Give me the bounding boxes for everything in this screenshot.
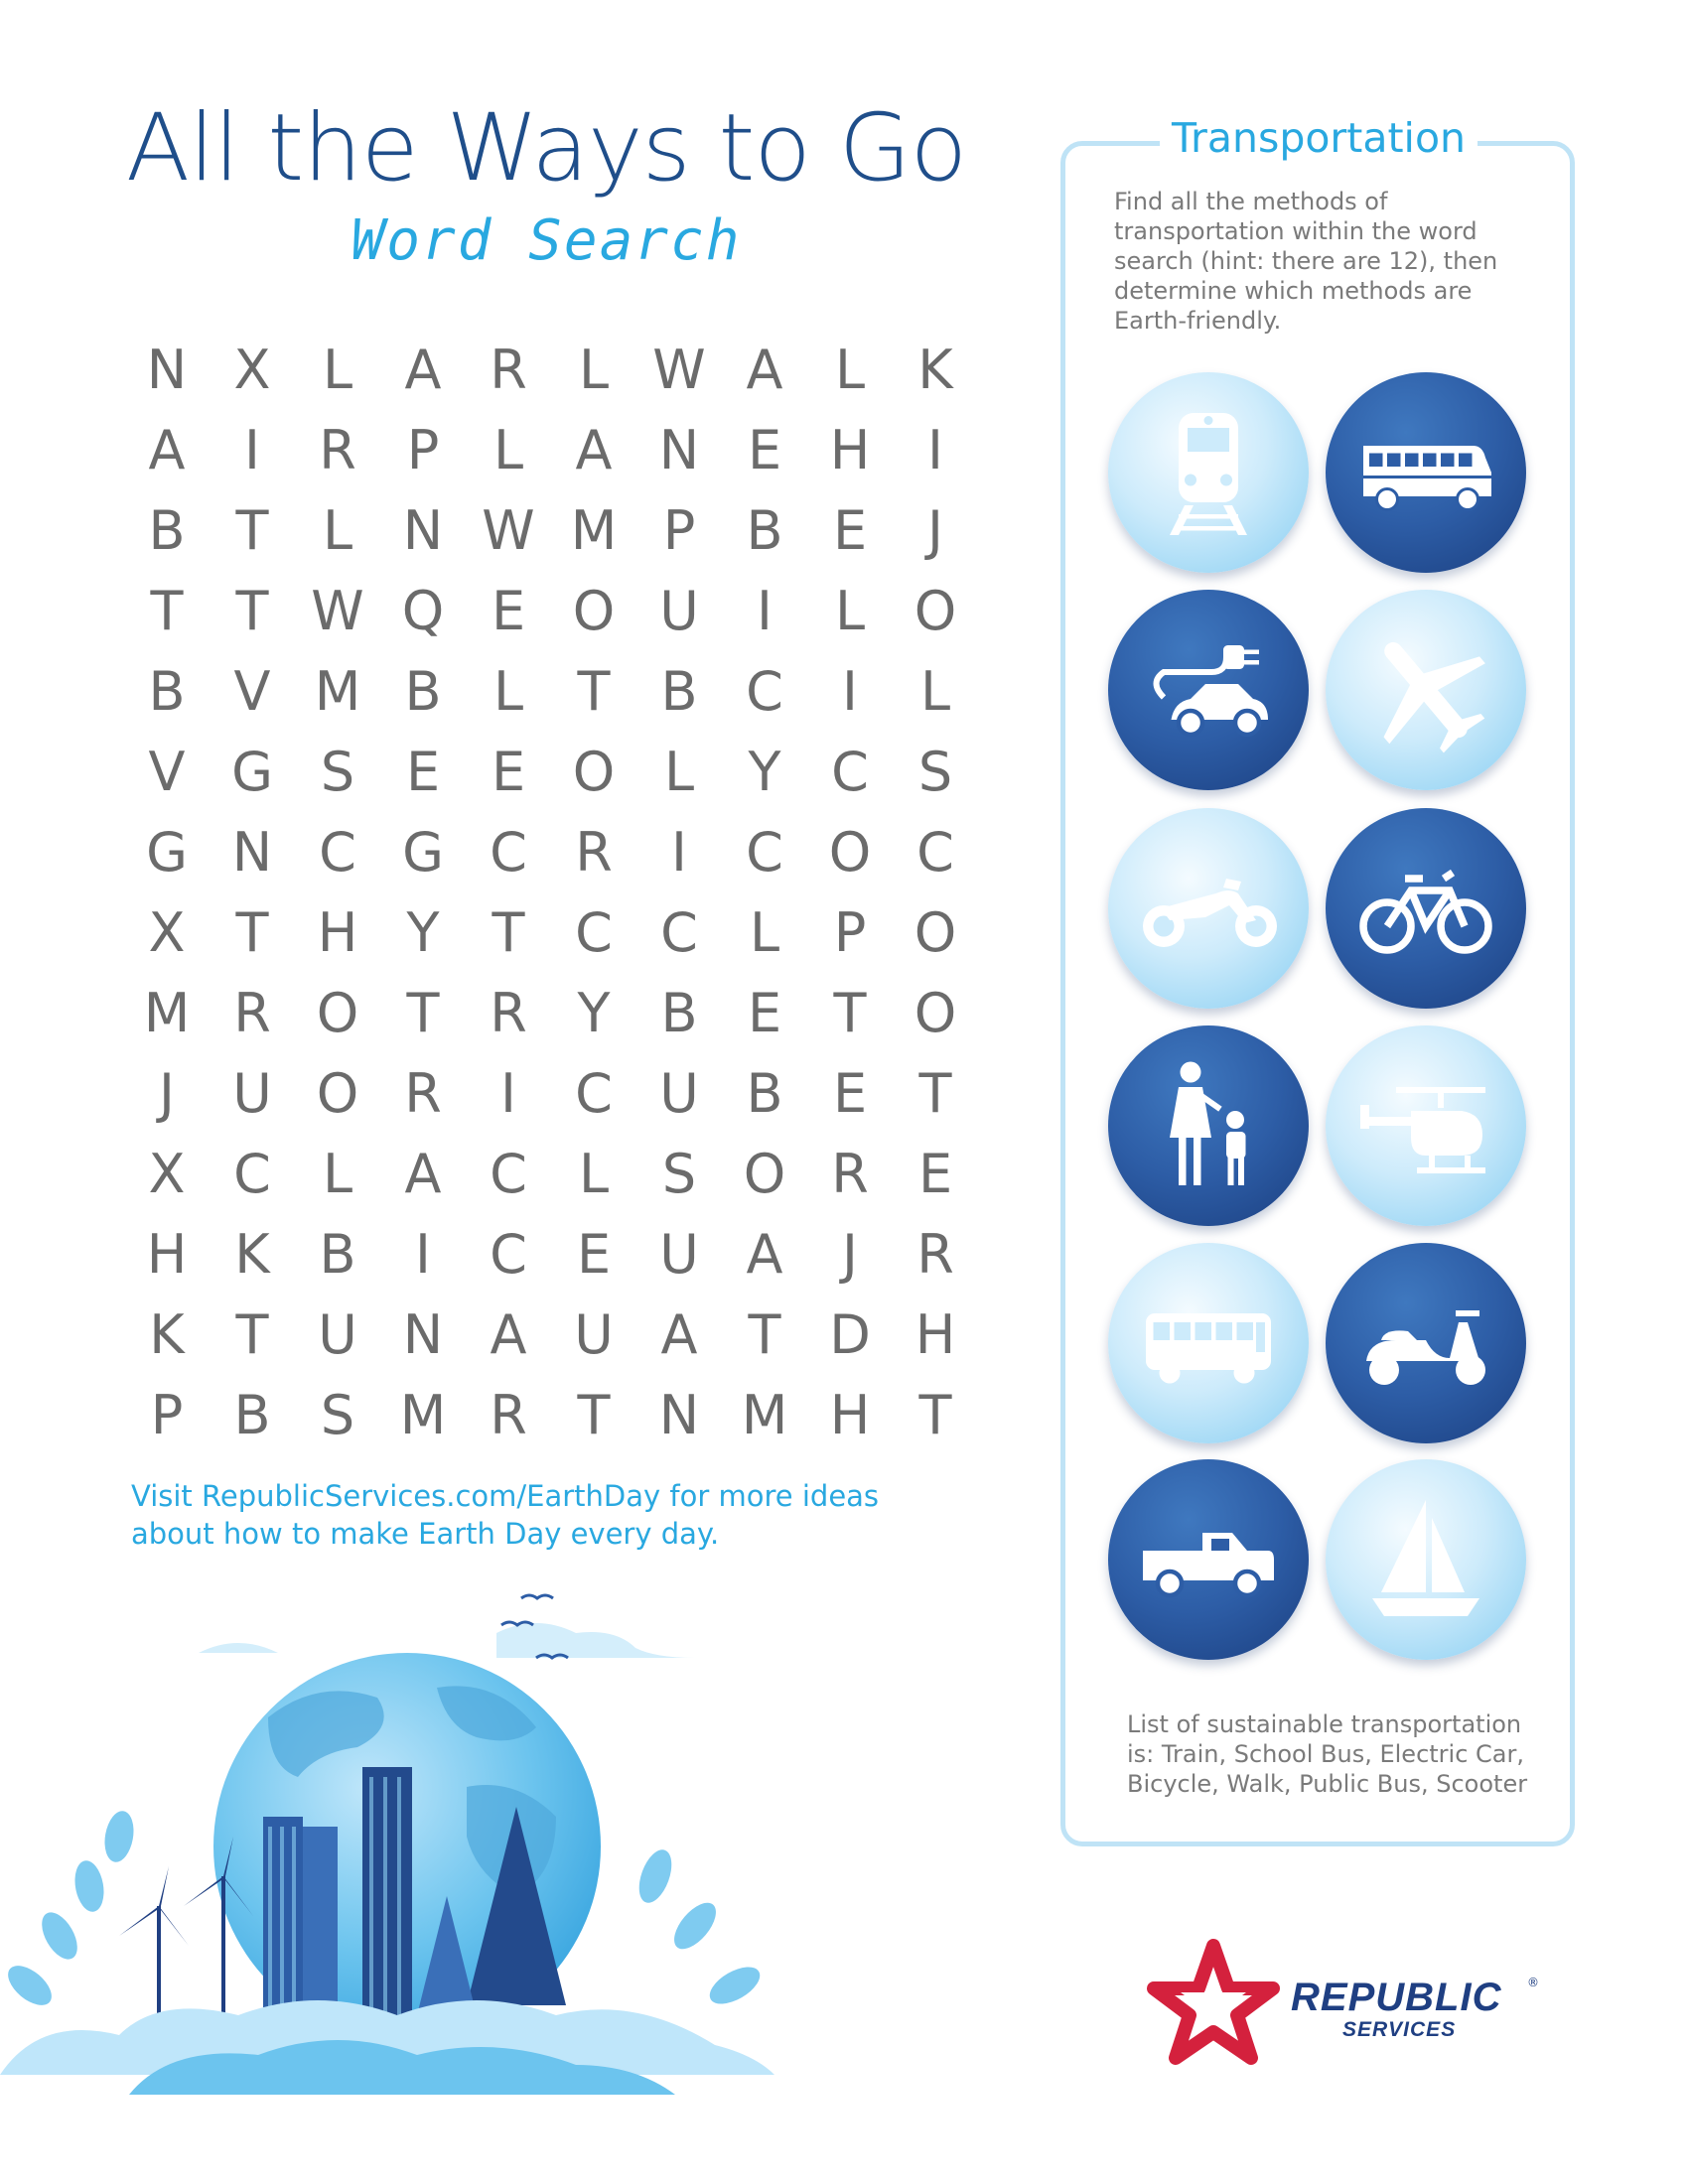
- grid-row: [124, 330, 978, 410]
- grid-letter: E: [832, 1062, 868, 1125]
- electric-car-icon: [1108, 590, 1309, 790]
- grid-letter: I: [671, 821, 687, 884]
- grid-letter: E: [747, 419, 782, 481]
- grid-row: [124, 1053, 978, 1134]
- grid-letter: L: [749, 901, 780, 964]
- grid-letter: G: [402, 821, 444, 884]
- grid-letter: B: [148, 660, 186, 723]
- grid-letter: U: [659, 1062, 699, 1125]
- grid-letter: I: [757, 580, 773, 642]
- grid-letter: P: [833, 901, 867, 964]
- grid-letter: U: [659, 1223, 699, 1286]
- grid-letter: J: [842, 1223, 858, 1286]
- grid-letter: W: [311, 580, 364, 642]
- grid-letter: C: [490, 821, 527, 884]
- grid-letter: C: [916, 821, 954, 884]
- grid-letter: M: [143, 982, 191, 1044]
- grid-letter: L: [322, 1143, 353, 1205]
- grid-letter: T: [748, 1303, 781, 1366]
- grid-letter: O: [316, 1062, 359, 1125]
- grid-row: [124, 651, 978, 732]
- grid-letter: O: [914, 901, 957, 964]
- grid-letter: O: [316, 982, 359, 1044]
- grid-letter: N: [658, 1384, 700, 1446]
- grid-letter: B: [746, 499, 783, 562]
- grid-row: [124, 1375, 978, 1455]
- panel-instructions: Find all the methods of transportation within the word search (hint: there are 12), then determine which methods are Earth-friendly.: [1114, 188, 1498, 335]
- grid-letter: H: [317, 901, 358, 964]
- grid-letter: C: [660, 901, 698, 964]
- grid-letter: T: [833, 982, 867, 1044]
- airplane-icon: [1326, 590, 1526, 790]
- grid-letter: Y: [406, 901, 440, 964]
- grid-letter: H: [829, 419, 871, 481]
- helicopter-icon: [1326, 1025, 1526, 1226]
- grid-row: [124, 571, 978, 651]
- grid-letter: T: [406, 982, 440, 1044]
- grid-letter: X: [148, 901, 186, 964]
- grid-letter: S: [320, 1384, 355, 1446]
- grid-letter: T: [918, 1062, 952, 1125]
- grid-letter: N: [402, 1303, 444, 1366]
- earth-city-illustration: [0, 1578, 814, 2095]
- grid-row: [124, 1295, 978, 1375]
- grid-letter: G: [146, 821, 188, 884]
- grid-row: [124, 1214, 978, 1295]
- grid-letter: X: [233, 339, 271, 401]
- grid-letter: U: [318, 1303, 357, 1366]
- grid-letter: C: [575, 1062, 613, 1125]
- grid-letter: S: [917, 741, 953, 803]
- visit-line-1: Visit RepublicServices.com/EarthDay for more ideas: [131, 1479, 880, 1513]
- grid-row: [124, 490, 978, 571]
- grid-letter: I: [927, 419, 943, 481]
- visit-line-2: about how to make Earth Day every day.: [131, 1517, 720, 1551]
- visit-text: [131, 1477, 925, 1553]
- grid-letter: A: [660, 1303, 698, 1366]
- grid-letter: H: [829, 1384, 871, 1446]
- sustainable-line-3: Bicycle, Walk, Public Bus, Scooter: [1127, 1770, 1528, 1798]
- grid-letter: B: [660, 660, 698, 723]
- grid-letter: M: [570, 499, 618, 562]
- grid-letter: O: [914, 580, 957, 642]
- grid-letter: I: [244, 419, 260, 481]
- grid-letter: E: [747, 982, 782, 1044]
- sustainable-list: [1127, 1709, 1544, 1799]
- grid-letter: R: [490, 982, 527, 1044]
- grid-letter: V: [233, 660, 271, 723]
- grid-letter: V: [148, 741, 186, 803]
- grid-letter: A: [404, 339, 442, 401]
- grid-letter: E: [491, 741, 526, 803]
- grid-letter: M: [399, 1384, 447, 1446]
- grid-letter: C: [319, 821, 356, 884]
- bicycle-icon: [1326, 808, 1526, 1009]
- grid-letter: B: [660, 982, 698, 1044]
- grid-letter: T: [235, 580, 269, 642]
- grid-letter: R: [831, 1143, 869, 1205]
- grid-letter: G: [231, 741, 273, 803]
- grid-letter: P: [662, 499, 696, 562]
- grid-letter: I: [415, 1223, 431, 1286]
- grid-letter: O: [743, 1143, 786, 1205]
- grid-letter: T: [918, 1384, 952, 1446]
- grid-letter: E: [576, 1223, 612, 1286]
- grid-letter: R: [490, 1384, 527, 1446]
- grid-letter: P: [150, 1384, 184, 1446]
- grid-letter: I: [842, 660, 858, 723]
- grid-letter: T: [577, 660, 611, 723]
- grid-row: [124, 732, 978, 812]
- grid-letter: L: [919, 660, 951, 723]
- grid-letter: L: [322, 499, 353, 562]
- grid-letter: D: [829, 1303, 871, 1366]
- grid-letter: K: [917, 339, 953, 401]
- grid-row: [124, 892, 978, 973]
- grid-letter: S: [320, 741, 355, 803]
- grid-letter: O: [572, 741, 616, 803]
- grid-letter: N: [402, 499, 444, 562]
- grid-letter: L: [578, 1143, 610, 1205]
- grid-letter: T: [235, 901, 269, 964]
- grid-letter: E: [832, 499, 868, 562]
- grid-letter: U: [574, 1303, 614, 1366]
- grid-letter: A: [148, 419, 186, 481]
- grid-letter: R: [490, 339, 527, 401]
- grid-letter: P: [406, 419, 440, 481]
- grid-letter: J: [927, 499, 943, 562]
- grid-letter: R: [233, 982, 271, 1044]
- grid-letter: B: [404, 660, 442, 723]
- grid-letter: Q: [401, 580, 445, 642]
- grid-letter: Y: [748, 741, 781, 803]
- grid-letter: T: [235, 499, 269, 562]
- school-bus-icon: [1326, 372, 1526, 573]
- grid-letter: L: [322, 339, 353, 401]
- grid-letter: M: [314, 660, 361, 723]
- page-title: All the Ways to Go: [125, 94, 967, 203]
- grid-letter: R: [319, 419, 356, 481]
- panel-title: Transportation: [1160, 114, 1477, 162]
- grid-row: [124, 812, 978, 892]
- grid-letter: C: [490, 1143, 527, 1205]
- walk-icon: [1108, 1025, 1309, 1226]
- grid-letter: L: [578, 339, 610, 401]
- scooter-icon: [1326, 1243, 1526, 1443]
- grid-letter: B: [319, 1223, 356, 1286]
- grid-letter: C: [831, 741, 869, 803]
- grid-letter: H: [146, 1223, 188, 1286]
- grid-letter: C: [233, 1143, 271, 1205]
- grid-letter: B: [746, 1062, 783, 1125]
- sustainable-line-1: List of sustainable transportation: [1127, 1710, 1522, 1738]
- grid-letter: C: [575, 901, 613, 964]
- grid-letter: L: [834, 580, 866, 642]
- grid-letter: C: [490, 1223, 527, 1286]
- pickup-truck-icon: [1108, 1459, 1309, 1660]
- grid-letter: A: [746, 1223, 783, 1286]
- grid-letter: T: [492, 901, 525, 964]
- grid-letter: I: [500, 1062, 516, 1125]
- grid-letter: B: [148, 499, 186, 562]
- grid-letter: T: [577, 1384, 611, 1446]
- grid-letter: X: [148, 1143, 186, 1205]
- grid-letter: O: [572, 580, 616, 642]
- grid-letter: L: [663, 741, 695, 803]
- grid-letter: J: [159, 1062, 175, 1125]
- page-subtitle: Word Search: [351, 208, 742, 273]
- grid-letter: S: [661, 1143, 697, 1205]
- grid-letter: L: [834, 339, 866, 401]
- logo-sub: SERVICES: [1342, 2018, 1457, 2041]
- grid-letter: T: [235, 1303, 269, 1366]
- grid-letter: E: [491, 580, 526, 642]
- word-search-grid: [124, 330, 978, 1455]
- grid-letter: E: [405, 741, 441, 803]
- grid-letter: U: [232, 1062, 272, 1125]
- logo-registered: ®: [1527, 1976, 1539, 1989]
- grid-row: [124, 1134, 978, 1214]
- grid-letter: N: [231, 821, 273, 884]
- grid-letter: B: [233, 1384, 271, 1446]
- grid-letter: T: [150, 580, 184, 642]
- grid-letter: K: [234, 1223, 270, 1286]
- logo-name: REPUBLIC: [1291, 1976, 1502, 2019]
- grid-row: [124, 973, 978, 1053]
- grid-letter: E: [917, 1143, 953, 1205]
- train-icon: [1108, 372, 1309, 573]
- grid-letter: A: [746, 339, 783, 401]
- grid-letter: N: [658, 419, 700, 481]
- grid-letter: M: [741, 1384, 788, 1446]
- grid-letter: K: [149, 1303, 185, 1366]
- grid-letter: U: [659, 580, 699, 642]
- grid-letter: C: [746, 660, 783, 723]
- grid-letter: N: [146, 339, 188, 401]
- grid-letter: C: [746, 821, 783, 884]
- grid-letter: H: [914, 1303, 956, 1366]
- grid-letter: W: [652, 339, 706, 401]
- grid-letter: L: [492, 419, 524, 481]
- grid-letter: A: [490, 1303, 527, 1366]
- sailboat-icon: [1326, 1459, 1526, 1660]
- grid-letter: A: [404, 1143, 442, 1205]
- public-bus-icon: [1108, 1243, 1309, 1443]
- grid-letter: W: [482, 499, 535, 562]
- grid-letter: A: [575, 419, 613, 481]
- grid-letter: L: [492, 660, 524, 723]
- grid-letter: R: [916, 1223, 954, 1286]
- grid-letter: O: [914, 982, 957, 1044]
- sustainable-line-2: is: Train, School Bus, Electric Car,: [1127, 1740, 1524, 1768]
- grid-row: [124, 410, 978, 490]
- grid-letter: R: [404, 1062, 442, 1125]
- motorcycle-icon: [1108, 808, 1309, 1009]
- grid-letter: R: [575, 821, 613, 884]
- grid-letter: O: [828, 821, 872, 884]
- grid-letter: Y: [577, 982, 611, 1044]
